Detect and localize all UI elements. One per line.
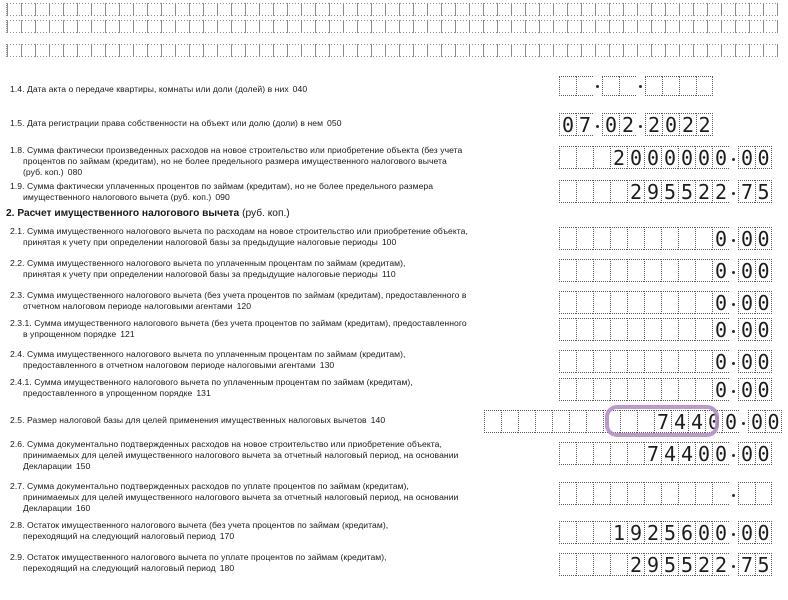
dot-separator xyxy=(593,76,602,96)
integer-digit-cell[interactable] xyxy=(627,482,644,505)
integer-digit-cell[interactable] xyxy=(586,410,603,433)
date-digit-cell[interactable]: 0 xyxy=(559,113,576,136)
integer-digit-cell[interactable] xyxy=(593,521,610,544)
date-digit-cell[interactable] xyxy=(602,76,619,96)
row-label-2-5 xyxy=(10,415,385,426)
integer-digit-cell[interactable]: 1 xyxy=(610,521,627,544)
decimal-digit-cell[interactable]: 0 xyxy=(738,291,755,314)
integer-digit-cell[interactable] xyxy=(593,553,610,576)
integer-digit-cell[interactable] xyxy=(610,378,627,401)
integer-digit-cell[interactable] xyxy=(610,291,627,314)
row-label-2-4-1 xyxy=(10,377,413,399)
integer-digit-cell[interactable] xyxy=(610,318,627,341)
integer-digit-cell[interactable] xyxy=(576,146,593,169)
integer-digit-cell[interactable]: 2 xyxy=(712,553,729,576)
integer-digit-cell[interactable] xyxy=(559,291,576,314)
integer-digit-cell[interactable] xyxy=(535,410,552,433)
decimal-digit-cell[interactable]: 0 xyxy=(738,521,755,544)
integer-digit-cell[interactable] xyxy=(576,350,593,373)
integer-digit-cell[interactable] xyxy=(593,180,610,203)
integer-digit-cell[interactable] xyxy=(695,291,712,314)
integer-digit-cell[interactable] xyxy=(559,521,576,544)
row-label-line: в упрощенном порядке xyxy=(23,329,117,339)
row-label-line: 2.3.1. Сумма имущественного налогового вычета (без учета процентов по займам (кредитам), предоставленного xyxy=(10,318,467,328)
line-code: 040 xyxy=(292,84,308,94)
section-2-unit: (руб. коп.) xyxy=(242,208,290,219)
dot-separator xyxy=(636,76,645,96)
row-label-line: 2.8. Остаток имущественного налогового вычета (без учета процентов по займам (кредитам), xyxy=(10,520,389,530)
integer-digit-cell[interactable]: 0 xyxy=(722,410,739,433)
row-label-line: 2.5. Размер налоговой базы для целей применения имущественных налоговых вычетов xyxy=(10,415,367,425)
integer-digit-cell[interactable] xyxy=(627,350,644,373)
integer-digit-cell[interactable] xyxy=(559,350,576,373)
integer-digit-cell[interactable] xyxy=(678,227,695,250)
integer-digit-cell[interactable] xyxy=(552,410,569,433)
decimal-digit-cell[interactable]: 7 xyxy=(738,553,755,576)
line-code: 170 xyxy=(219,531,235,541)
line-code: 120 xyxy=(236,301,252,311)
field-130[interactable] xyxy=(559,350,772,373)
date-digit-cell[interactable]: 2 xyxy=(645,113,662,136)
dot-separator xyxy=(729,318,738,341)
integer-digit-cell[interactable] xyxy=(593,350,610,373)
integer-digit-cell[interactable]: 0 xyxy=(712,227,729,250)
decimal-digit-cell[interactable]: 0 xyxy=(738,146,755,169)
integer-digit-cell[interactable] xyxy=(484,410,501,433)
integer-digit-cell[interactable] xyxy=(610,180,627,203)
integer-digit-cell[interactable] xyxy=(661,291,678,314)
row-label-line: переходящий на следующий налоговый период xyxy=(23,531,216,541)
date-digit-cell[interactable]: 7 xyxy=(576,113,593,136)
row-label-2-9 xyxy=(10,552,387,574)
field-040[interactable] xyxy=(559,76,713,96)
row-label-line: 2.1. Сумма имущественного налогового вычета по расходам на новое строительство или приобретение объекта, xyxy=(10,226,468,236)
row-label-line: 2.9. Остаток имущественного налогового вычета по уплате процентов по займам (кредитам), xyxy=(10,552,387,562)
line-code: 110 xyxy=(381,269,396,279)
decimal-digit-cell[interactable]: 0 xyxy=(755,227,772,250)
integer-digit-cell[interactable] xyxy=(593,442,610,465)
row-label-line: принимаемых для целей имущественного налогового вычета за отчетный налоговый период, на основании xyxy=(23,450,459,460)
line-code: 080 xyxy=(67,167,83,177)
field-150[interactable] xyxy=(559,442,772,465)
integer-digit-cell[interactable]: 6 xyxy=(678,521,695,544)
decimal-digit-cell[interactable]: 0 xyxy=(755,318,772,341)
integer-digit-cell[interactable] xyxy=(627,259,644,282)
row-label-line: принятая к учету при определении налоговой базы за предыдущие налоговые периоды xyxy=(23,237,378,247)
decimal-digit-cell[interactable]: 0 xyxy=(738,350,755,373)
row-label-line: предоставленного в упрощенном порядке xyxy=(23,388,193,398)
integer-digit-cell[interactable]: 0 xyxy=(712,146,729,169)
integer-digit-cell[interactable] xyxy=(610,482,627,505)
dot-separator xyxy=(593,113,602,136)
date-digit-cell[interactable] xyxy=(696,76,713,96)
row-label-line: Декларации xyxy=(23,461,72,471)
integer-digit-cell[interactable]: 0 xyxy=(695,442,712,465)
dot-separator xyxy=(739,410,748,433)
row-label-2-2 xyxy=(10,258,405,280)
integer-digit-cell[interactable] xyxy=(644,318,661,341)
integer-digit-cell[interactable]: 0 xyxy=(712,318,729,341)
integer-digit-cell[interactable] xyxy=(695,482,712,505)
date-digit-cell[interactable]: 0 xyxy=(602,113,619,136)
dot-separator xyxy=(729,442,738,465)
decimal-digit-cell[interactable]: 0 xyxy=(765,410,782,433)
decimal-digit-cell[interactable]: 0 xyxy=(755,259,772,282)
date-digit-cell[interactable] xyxy=(619,76,636,96)
row-label-line: отчетном налоговом периоде налоговыми агентами xyxy=(23,301,233,311)
decimal-digit-cell[interactable]: 0 xyxy=(755,350,772,373)
decimal-digit-cell[interactable]: 0 xyxy=(738,259,755,282)
integer-digit-cell[interactable] xyxy=(678,378,695,401)
integer-digit-cell[interactable] xyxy=(559,378,576,401)
date-digit-cell[interactable]: 0 xyxy=(662,113,679,136)
row-label-line: 1.4. Дата акта о передаче квартиры, комнаты или доли (долей) в них xyxy=(10,84,289,94)
integer-digit-cell[interactable] xyxy=(559,553,576,576)
integer-digit-cell[interactable] xyxy=(559,442,576,465)
row-label-1-5 xyxy=(10,118,342,129)
integer-digit-cell[interactable] xyxy=(661,259,678,282)
integer-digit-cell[interactable] xyxy=(610,227,627,250)
decimal-digit-cell[interactable] xyxy=(755,482,772,505)
date-digit-cell[interactable]: 2 xyxy=(679,113,696,136)
integer-digit-cell[interactable] xyxy=(576,442,593,465)
integer-digit-cell[interactable] xyxy=(644,350,661,373)
line-code: 160 xyxy=(75,503,91,513)
decimal-digit-cell[interactable]: 0 xyxy=(738,227,755,250)
integer-digit-cell[interactable] xyxy=(695,227,712,250)
integer-digit-cell[interactable]: 7 xyxy=(654,410,671,433)
integer-digit-cell[interactable]: 0 xyxy=(627,146,644,169)
field-131[interactable] xyxy=(559,378,772,401)
row-label-2-7 xyxy=(10,481,458,514)
row-label-line: процентов по займам (кредитам), но не более предельного размера имущественного налогового вычета xyxy=(23,156,447,166)
integer-digit-cell[interactable]: 9 xyxy=(627,521,644,544)
integer-digit-cell[interactable]: 0 xyxy=(644,146,661,169)
integer-digit-cell[interactable] xyxy=(627,442,644,465)
row-label-line: 2.6. Сумма документально подтвержденных расходов на новое строительство или приобретение объекта, xyxy=(10,439,442,449)
integer-digit-cell[interactable] xyxy=(644,291,661,314)
integer-digit-cell[interactable] xyxy=(576,227,593,250)
row-label-line: (руб. коп.) xyxy=(23,167,64,177)
row-label-2-8 xyxy=(10,520,388,542)
decimal-digit-cell[interactable] xyxy=(738,482,755,505)
dot-separator xyxy=(729,259,738,282)
integer-digit-cell[interactable] xyxy=(593,259,610,282)
integer-digit-cell[interactable] xyxy=(678,350,695,373)
section-2-heading: 2. Расчет имущественного налогового вычета xyxy=(6,208,240,219)
integer-digit-cell[interactable] xyxy=(695,259,712,282)
integer-digit-cell[interactable]: 0 xyxy=(695,146,712,169)
date-digit-cell[interactable] xyxy=(662,76,679,96)
integer-digit-cell[interactable] xyxy=(593,378,610,401)
row-label-1-4 xyxy=(10,84,307,95)
integer-digit-cell[interactable] xyxy=(678,482,695,505)
integer-digit-cell[interactable] xyxy=(644,227,661,250)
integer-digit-cell[interactable]: 0 xyxy=(712,291,729,314)
integer-digit-cell[interactable] xyxy=(661,482,678,505)
decimal-digit-cell[interactable]: 0 xyxy=(738,378,755,401)
integer-digit-cell[interactable] xyxy=(518,410,535,433)
row-label-2-6 xyxy=(10,439,458,472)
line-code: 050 xyxy=(327,118,342,128)
integer-digit-cell[interactable] xyxy=(644,482,661,505)
dot-separator xyxy=(729,180,738,203)
row-label-2-4 xyxy=(10,349,405,371)
field-170[interactable] xyxy=(559,521,772,544)
integer-digit-cell[interactable]: 2 xyxy=(627,180,644,203)
row-label-line: принимаемых для целей имущественного налогового вычета за отчетный налоговый период, на основании xyxy=(23,492,459,502)
dot-separator xyxy=(729,378,738,401)
integer-digit-cell[interactable]: 4 xyxy=(688,410,705,433)
integer-digit-cell[interactable]: 2 xyxy=(695,553,712,576)
date-digit-cell[interactable]: 2 xyxy=(696,113,713,136)
integer-digit-cell[interactable] xyxy=(559,146,576,169)
integer-digit-cell[interactable] xyxy=(610,350,627,373)
integer-digit-cell[interactable]: 5 xyxy=(678,180,695,203)
row-label-line: Декларации xyxy=(23,503,72,513)
integer-digit-cell[interactable]: 5 xyxy=(661,553,678,576)
field-050[interactable] xyxy=(559,113,713,136)
integer-digit-cell[interactable]: 0 xyxy=(712,521,729,544)
integer-digit-cell[interactable]: 2 xyxy=(712,180,729,203)
integer-digit-cell[interactable] xyxy=(627,378,644,401)
integer-digit-cell[interactable] xyxy=(501,410,518,433)
field-080[interactable] xyxy=(559,146,772,169)
field-120[interactable] xyxy=(559,291,772,314)
decimal-digit-cell[interactable]: 0 xyxy=(755,521,772,544)
row-label-line: 2.2. Сумма имущественного налогового вычета по уплаченным процентам по займам (кредитам), xyxy=(10,258,406,268)
integer-digit-cell[interactable] xyxy=(661,227,678,250)
integer-digit-cell[interactable] xyxy=(593,482,610,505)
dot-separator xyxy=(729,553,738,576)
line-code: 130 xyxy=(319,360,335,370)
row-label-line: имущественного налогового вычета (руб. коп.) xyxy=(23,192,212,202)
line-code: 131 xyxy=(196,388,211,398)
integer-digit-cell[interactable] xyxy=(569,410,586,433)
dot-separator xyxy=(729,482,738,505)
integer-digit-cell[interactable] xyxy=(576,482,593,505)
integer-digit-cell[interactable]: 2 xyxy=(627,553,644,576)
integer-digit-cell[interactable]: 2 xyxy=(644,521,661,544)
date-digit-cell[interactable] xyxy=(576,76,593,96)
row-label-2-1 xyxy=(10,226,468,248)
row-label-line: 2.4. Сумма имущественного налогового вычета по уплаченным процентам по займам (кредитам), xyxy=(10,349,406,359)
integer-digit-cell[interactable] xyxy=(576,521,593,544)
integer-digit-cell[interactable] xyxy=(661,378,678,401)
integer-digit-cell[interactable] xyxy=(576,291,593,314)
decimal-digit-cell[interactable]: 0 xyxy=(755,378,772,401)
integer-digit-cell[interactable] xyxy=(627,318,644,341)
row-label-line: переходящий на следующий налоговый период xyxy=(23,563,216,573)
dot-separator xyxy=(729,146,738,169)
integer-digit-cell[interactable] xyxy=(576,378,593,401)
line-code: 140 xyxy=(370,415,386,425)
integer-digit-cell[interactable] xyxy=(644,378,661,401)
integer-digit-cell[interactable]: 5 xyxy=(661,180,678,203)
integer-digit-cell[interactable] xyxy=(559,318,576,341)
row-label-line: 2.3. Сумма имущественного налогового вычета (без учета процентов по займам (кредитам), предоставленного в xyxy=(10,290,467,300)
integer-digit-cell[interactable] xyxy=(661,318,678,341)
top-comb-strip-2 xyxy=(6,20,778,33)
row-label-line: 2.4.1. Сумма имущественного налогового вычета по уплаченным процентам по займам (кредитам), xyxy=(10,377,413,387)
integer-digit-cell[interactable]: 4 xyxy=(678,442,695,465)
highlight-circle xyxy=(605,405,719,437)
field-100[interactable] xyxy=(559,227,772,250)
integer-digit-cell[interactable]: 0 xyxy=(695,521,712,544)
integer-digit-cell[interactable]: 0 xyxy=(661,146,678,169)
integer-digit-cell[interactable] xyxy=(695,378,712,401)
integer-digit-cell[interactable] xyxy=(593,146,610,169)
integer-digit-cell[interactable] xyxy=(610,553,627,576)
decimal-digit-cell[interactable]: 5 xyxy=(755,180,772,203)
integer-digit-cell[interactable] xyxy=(678,291,695,314)
row-label-2-3 xyxy=(10,290,466,312)
integer-digit-cell[interactable] xyxy=(576,259,593,282)
date-digit-cell[interactable]: 2 xyxy=(619,113,636,136)
top-comb-strip-1 xyxy=(6,3,778,16)
integer-digit-cell[interactable]: 0 xyxy=(712,350,729,373)
dot-separator xyxy=(636,113,645,136)
integer-digit-cell[interactable]: 7 xyxy=(644,442,661,465)
integer-digit-cell[interactable] xyxy=(610,259,627,282)
decimal-digit-cell[interactable]: 7 xyxy=(738,180,755,203)
integer-digit-cell[interactable] xyxy=(627,291,644,314)
line-code: 121 xyxy=(120,329,135,339)
integer-digit-cell[interactable]: 4 xyxy=(661,442,678,465)
decimal-digit-cell[interactable]: 0 xyxy=(748,410,765,433)
date-digit-cell[interactable] xyxy=(559,76,576,96)
integer-digit-cell[interactable] xyxy=(559,227,576,250)
integer-digit-cell[interactable] xyxy=(559,259,576,282)
integer-digit-cell[interactable] xyxy=(627,227,644,250)
integer-digit-cell[interactable] xyxy=(678,259,695,282)
integer-digit-cell[interactable]: 4 xyxy=(671,410,688,433)
row-label-1-8 xyxy=(10,145,462,178)
field-180[interactable] xyxy=(559,553,772,576)
integer-digit-cell[interactable]: 5 xyxy=(678,553,695,576)
integer-digit-cell[interactable]: 0 xyxy=(678,146,695,169)
dot-separator xyxy=(729,227,738,250)
integer-digit-cell[interactable] xyxy=(712,482,729,505)
row-label-line: 2.7. Сумма документально подтвержденных расходов по уплате процентов по займам (кредитам), xyxy=(10,481,409,491)
decimal-digit-cell[interactable]: 0 xyxy=(755,146,772,169)
integer-digit-cell[interactable] xyxy=(593,318,610,341)
integer-digit-cell[interactable] xyxy=(661,350,678,373)
integer-digit-cell[interactable] xyxy=(559,180,576,203)
decimal-digit-cell[interactable]: 0 xyxy=(755,291,772,314)
integer-digit-cell[interactable] xyxy=(695,318,712,341)
integer-digit-cell[interactable]: 2 xyxy=(610,146,627,169)
integer-digit-cell[interactable] xyxy=(576,180,593,203)
integer-digit-cell[interactable] xyxy=(678,318,695,341)
date-digit-cell[interactable] xyxy=(679,76,696,96)
line-code: 180 xyxy=(219,563,235,573)
integer-digit-cell[interactable]: 0 xyxy=(705,410,722,433)
date-digit-cell[interactable] xyxy=(645,76,662,96)
integer-digit-cell[interactable] xyxy=(610,442,627,465)
row-label-line: принятая к учету при определении налоговой базы за предыдущие налоговые периоды xyxy=(23,269,378,279)
integer-digit-cell[interactable]: 5 xyxy=(661,521,678,544)
line-code: 100 xyxy=(381,237,397,247)
integer-digit-cell[interactable]: 0 xyxy=(712,378,729,401)
integer-digit-cell[interactable]: 9 xyxy=(644,180,661,203)
row-label-line: 1.8. Сумма фактически произведенных расходов на новое строительство или приобретение объекта (без учета xyxy=(10,145,463,155)
row-label-line: 1.5. Дата регистрации права собственности на объект или долю (доли) в нем xyxy=(10,118,324,128)
row-label-line: 1.9. Сумма фактически уплаченных процентов по займам (кредитам), но не более предельного размера xyxy=(10,181,434,191)
integer-digit-cell[interactable]: 0 xyxy=(712,259,729,282)
field-121[interactable] xyxy=(559,318,772,341)
integer-digit-cell[interactable]: 2 xyxy=(695,180,712,203)
integer-digit-cell[interactable] xyxy=(593,227,610,250)
integer-digit-cell[interactable] xyxy=(576,318,593,341)
decimal-digit-cell[interactable]: 5 xyxy=(755,553,772,576)
decimal-digit-cell[interactable]: 0 xyxy=(738,442,755,465)
top-comb-strip-3 xyxy=(6,44,778,57)
row-label-line: предоставленного в отчетном налоговом периоде налоговыми агентами xyxy=(23,360,316,370)
integer-digit-cell[interactable] xyxy=(695,350,712,373)
integer-digit-cell[interactable] xyxy=(576,553,593,576)
decimal-digit-cell[interactable]: 0 xyxy=(738,318,755,341)
integer-digit-cell[interactable]: 9 xyxy=(644,553,661,576)
integer-digit-cell[interactable]: 0 xyxy=(712,442,729,465)
line-code: 090 xyxy=(215,192,230,202)
field-090[interactable] xyxy=(559,180,772,203)
dot-separator xyxy=(729,521,738,544)
field-160[interactable] xyxy=(559,482,772,505)
integer-digit-cell[interactable] xyxy=(593,291,610,314)
decimal-digit-cell[interactable]: 0 xyxy=(755,442,772,465)
dot-separator xyxy=(729,291,738,314)
row-label-2-3-1 xyxy=(10,318,467,340)
section-2-title xyxy=(6,207,290,220)
field-110[interactable] xyxy=(559,259,772,282)
integer-digit-cell[interactable] xyxy=(644,259,661,282)
dot-separator xyxy=(729,350,738,373)
row-label-1-9 xyxy=(10,181,433,203)
integer-digit-cell[interactable] xyxy=(559,482,576,505)
line-code: 150 xyxy=(75,461,91,471)
